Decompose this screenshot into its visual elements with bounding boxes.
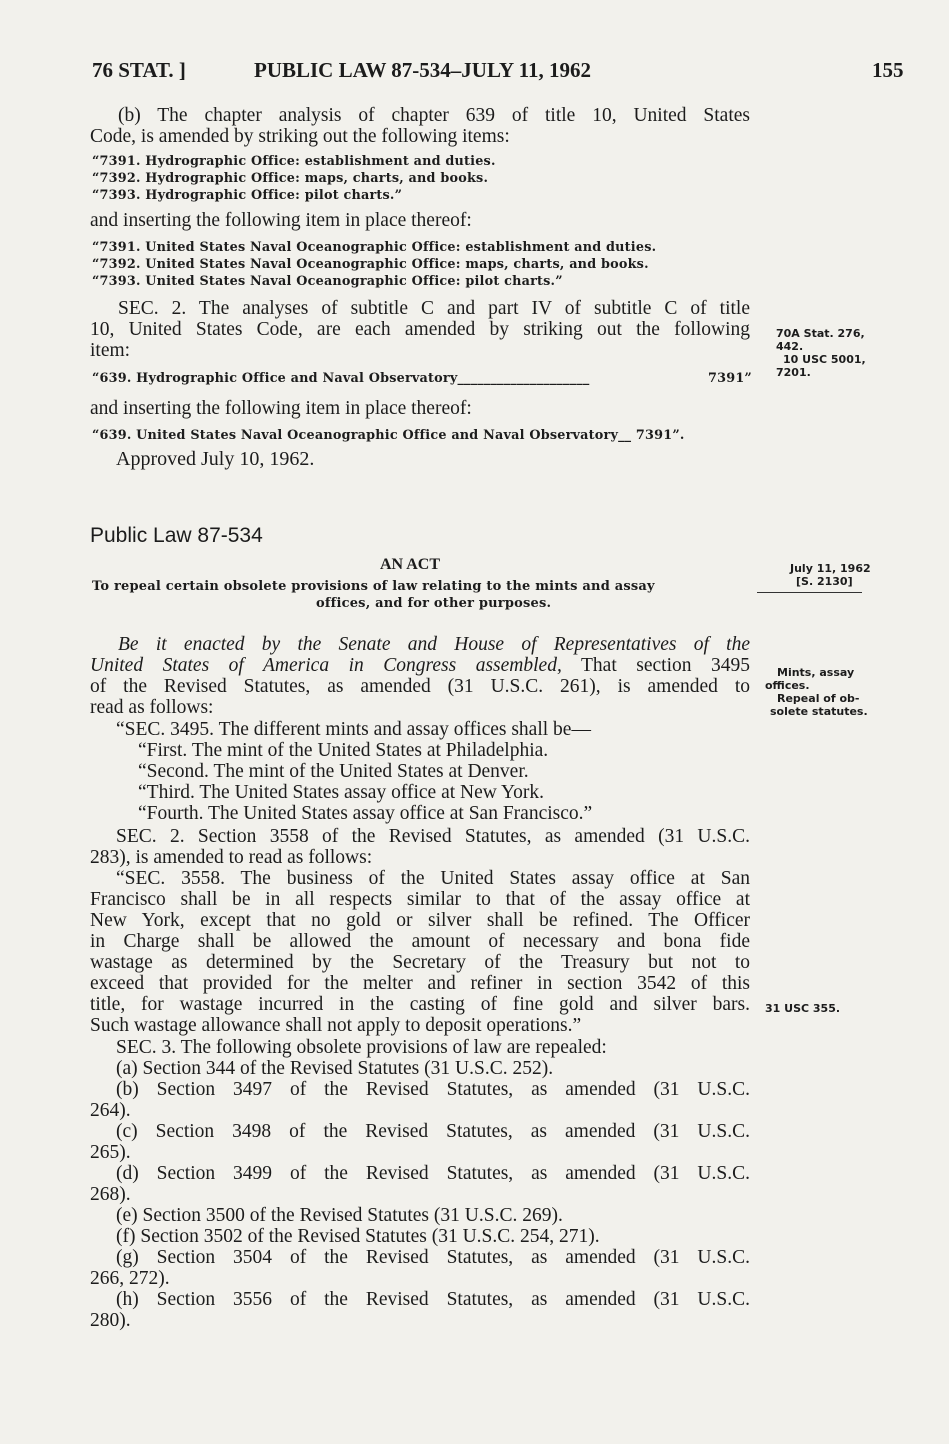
enacting-rest: That section 3495 (561, 655, 750, 676)
old-639-item (92, 370, 752, 387)
repeal-item-c-cont: 265). (90, 1142, 131, 1163)
page-number: 155 (872, 58, 904, 82)
inserting-text-2: and inserting the following item in place thereof: (90, 398, 472, 419)
sec3558-line: wastage as determined by the Secretary of the Treasury but not to (90, 952, 750, 973)
margin-line: Mints, assay (777, 666, 855, 679)
sec3558-line: Such wastage allowance shall not apply to deposit operations.” (90, 1015, 582, 1036)
margin-rule (757, 592, 862, 593)
sec2-line1: SEC. 2. The analyses of subtitle C and part IV of subtitle C of title (118, 298, 750, 319)
sec2-law2-line1: SEC. 2. Section 3558 of the Revised Statutes, as amended (31 U.S.C. (116, 826, 750, 847)
sec3558-line: title, for wastage incurred in the casting of fine gold and silver bars. (90, 994, 750, 1015)
sec2-law2-line2: 283), is amended to read as follows: (90, 847, 373, 868)
margin-note-stat (776, 327, 866, 379)
old-item: “7393. Hydrographic Office: pilot charts.” (92, 188, 403, 203)
repeal-item-b-cont: 264). (90, 1100, 131, 1121)
repeal-item-d-cont: 268). (90, 1184, 131, 1205)
repeal-item-d: (d) Section 3499 of the Revised Statutes, as amended (31 U.S.C. (116, 1163, 750, 1184)
repeal-item-f: (f) Section 3502 of the Revised Statutes (31 U.S.C. 254, 271). (116, 1226, 600, 1247)
repeal-item-e: (e) Section 3500 of the Revised Statutes (31 U.S.C. 269). (116, 1205, 563, 1226)
approved-date: Approved July 10, 1962. (116, 448, 315, 470)
para-b-line2: Code, is amended by striking out the following items: (90, 126, 510, 147)
repeal-item-b: (b) Section 3497 of the Revised Statutes, as amended (31 U.S.C. (116, 1079, 750, 1100)
sec3558-line: in Charge shall be allowed the amount of necessary and bona fide (90, 931, 750, 952)
enacting-italic: United States of America in Congress assembled, (90, 655, 562, 676)
third-item: “Third. The United States assay office at New York. (138, 782, 544, 803)
new-item: “7393. United States Naval Oceanographic Office: pilot charts.” (92, 274, 563, 289)
new-items-list (92, 239, 752, 290)
repeal-item-h-cont: 280). (90, 1310, 131, 1331)
volume-citation: 76 STAT. ] (92, 58, 186, 82)
margin-line: 10 USC 5001, (783, 353, 866, 366)
margin-line: July 11, 1962 (790, 562, 871, 575)
repeal-item-a: (a) Section 344 of the Revised Statutes (31 U.S.C. 252). (116, 1058, 554, 1079)
old-item: “7392. Hydrographic Office: maps, charts, and books. (92, 171, 489, 186)
margin-line: 7201. (776, 366, 811, 379)
repeal-item-h: (h) Section 3556 of the Revised Statutes, as amended (31 U.S.C. (116, 1289, 750, 1310)
sec3558-line: “SEC. 3558. The business of the United States assay office at San (116, 868, 750, 889)
sec2-line3: item: (90, 340, 131, 361)
act-purpose-line2: offices, and for other purposes. (316, 596, 552, 611)
sec3558-line: exceed that provided for the melter and refiner in section 3542 of this (90, 973, 750, 994)
enacting-line4: read as follows: (90, 697, 214, 718)
para-b-line1: (b) The chapter analysis of chapter 639 of title 10, United States (118, 105, 750, 126)
old-items-list (92, 153, 752, 204)
enacting-line3: of the Revised Statutes, as amended (31 U.S.C. 261), is amended to (90, 676, 750, 697)
margin-note-date (790, 562, 871, 588)
margin-line: 70A Stat. 276, (776, 327, 865, 340)
margin-note-usc355: 31 USC 355. (765, 1002, 841, 1015)
inserting-text-1: and inserting the following item in place thereof: (90, 210, 472, 231)
repeal-item-c: (c) Section 3498 of the Revised Statutes, as amended (31 U.S.C. (116, 1121, 750, 1142)
sec3-intro: SEC. 3. The following obsolete provisions of law are repealed: (116, 1037, 607, 1058)
new-item: “7391. United States Naval Oceanographic Office: establishment and duties. (92, 240, 657, 255)
margin-line: 442. (776, 340, 804, 353)
margin-line: [S. 2130] (796, 575, 853, 588)
sec2-line2: 10, United States Code, are each amended by striking out the following (90, 319, 750, 340)
an-act-label: AN ACT (380, 556, 441, 573)
act-purpose-line1: To repeal certain obsolete provisions of law relating to the mints and assay (92, 579, 655, 594)
old-639-label: “639. Hydrographic Office and Naval Observatory (92, 371, 458, 386)
repeal-item-g-cont: 266, 272). (90, 1268, 170, 1289)
old-item: “7391. Hydrographic Office: establishment and duties. (92, 154, 496, 169)
sec3558-line: Francisco shall be in all respects similar to that of the assay office at (90, 889, 750, 910)
page-header-title: PUBLIC LAW 87-534–JULY 11, 1962 (254, 58, 592, 82)
margin-line: Repeal of ob- (777, 692, 860, 705)
dot-leader: ____________________ (457, 371, 590, 386)
new-639-item: “639. United States Naval Oceanographic Office and Naval Observatory__ 7391”. (92, 428, 685, 443)
public-law-heading: Public Law 87-534 (90, 524, 263, 547)
repeal-item-g: (g) Section 3504 of the Revised Statutes, as amended (31 U.S.C. (116, 1247, 750, 1268)
sec3558-line: New York, except that no gold or silver shall be refined. The Officer (90, 910, 750, 931)
sec-3495: “SEC. 3495. The different mints and assay offices shall be— (116, 719, 591, 740)
first-item: “First. The mint of the United States at Philadelphia. (138, 740, 549, 761)
fourth-item: “Fourth. The United States assay office at San Francisco.” (138, 803, 593, 824)
new-item: “7392. United States Naval Oceanographic Office: maps, charts, and books. (92, 257, 649, 272)
margin-note-mints (765, 666, 868, 718)
enacting-line2 (90, 655, 750, 676)
old-639-number: 7391” (708, 371, 752, 386)
second-item: “Second. The mint of the United States at Denver. (138, 761, 529, 782)
margin-line: offices. (765, 679, 810, 692)
enacting-line1: Be it enacted by the Senate and House of Representatives of the (118, 634, 750, 655)
margin-line: solete statutes. (770, 705, 868, 718)
